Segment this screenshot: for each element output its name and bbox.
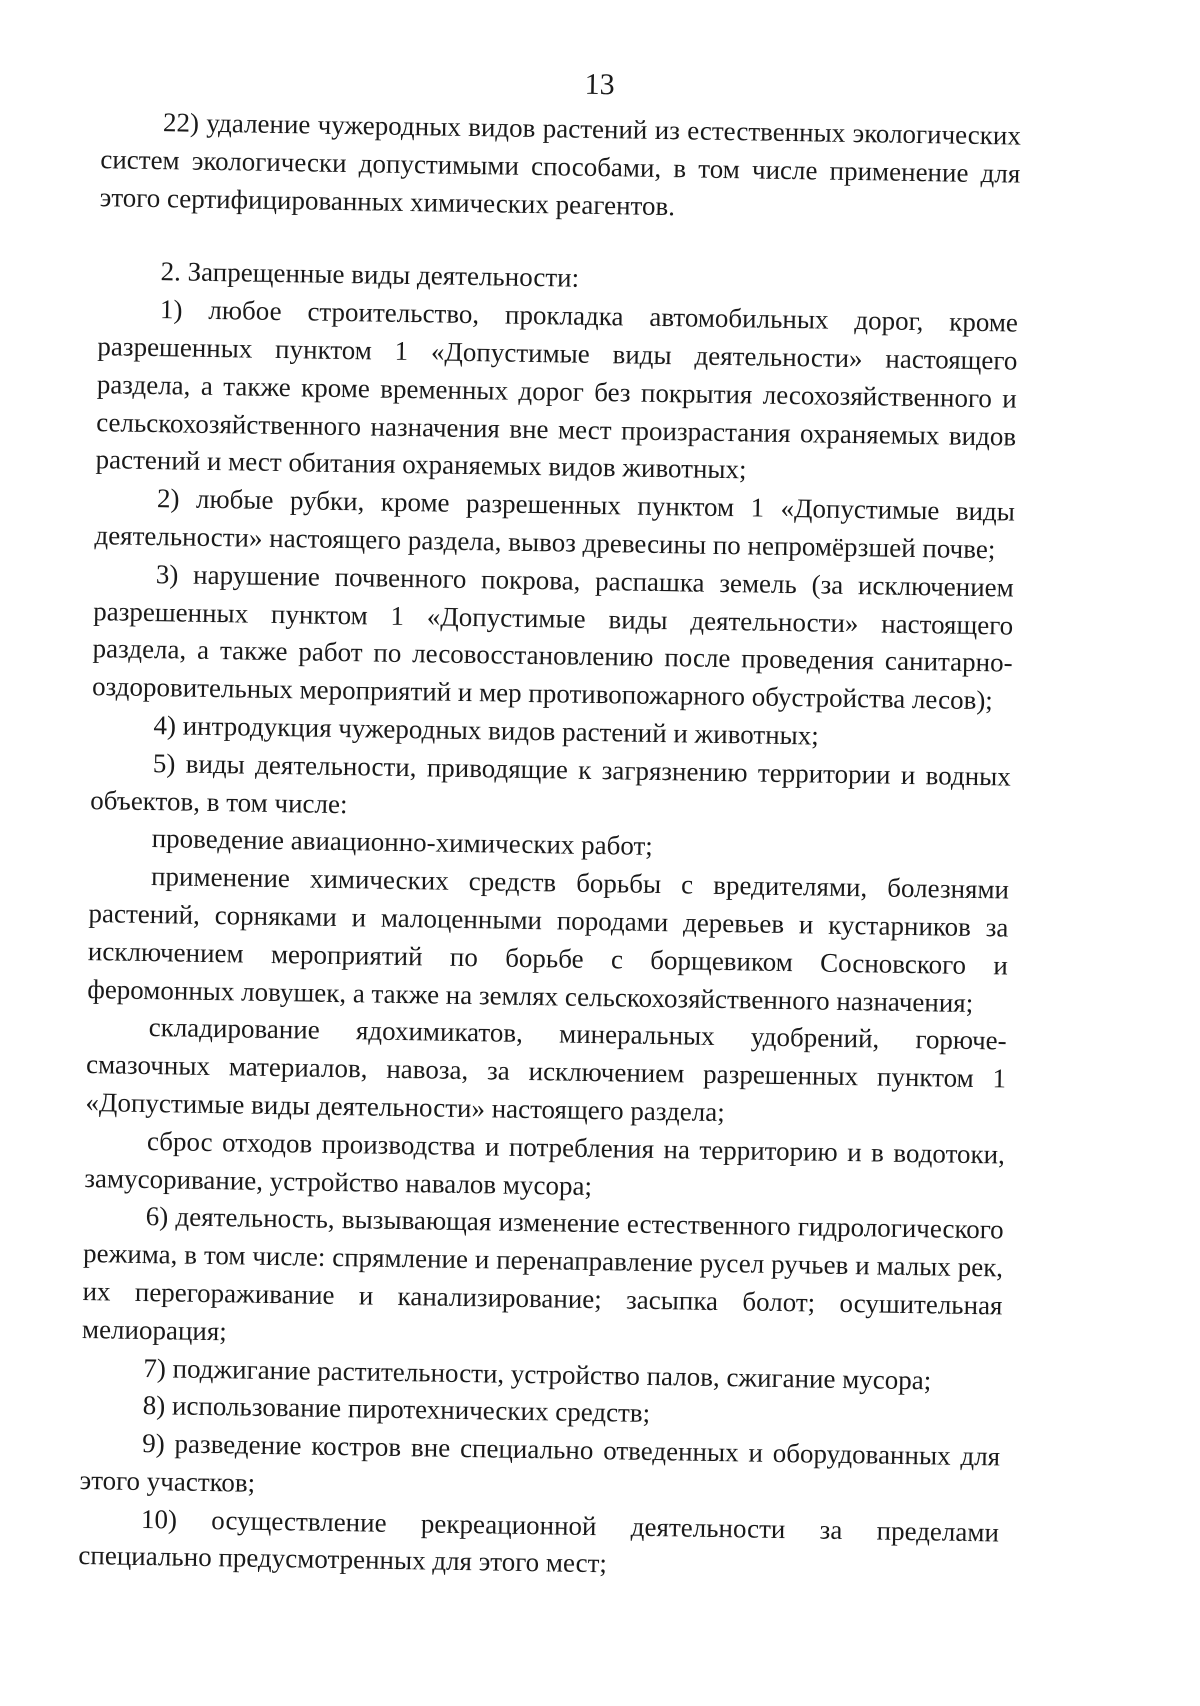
paragraph-item-8: 8) использование пиротехнических средств; [142, 1390, 651, 1429]
paragraph-item-2: 2) любые рубки, кроме разрешенных пунктом 1 «Допустимые виды деятельности» настоящего раздела, вывоз древесины по непромёрзшей почве; [94, 483, 1016, 565]
section-heading-prohibited: 2. Запрещенные виды деятельности: [160, 256, 580, 294]
document-body [78, 103, 1021, 1590]
paragraph-item-6: 6) деятельность, вызывающая изменение естественного гидрологического режима, в том числе: спрямление и перенаправление русел ручьев и малых рек, их перегораживание и канализирование; засыпка болот; осушительная мелиорация; [81, 1201, 1004, 1346]
paragraph-item-7: 7) поджигание растительности, устройство палов, сжигание мусора; [143, 1352, 932, 1395]
paragraph-item-1: 1) любое строительство, прокладка автомобильных дорог, кроме разрешенных пунктом 1 «Допустимые виды деятельности» настоящего раздела, а также кроме временных дорог без покрытия лесохозяйственного и сельскохозяйственного назначения вне мест произрастания охраняемых видов растений и мест обитания охраняемых видов животных; [95, 294, 1019, 485]
paragraph-subitem-aviation: проведение авиационно-химических работ; [151, 823, 654, 862]
paragraph-item-10: 10) осуществление рекреационной деятельности за пределами специально предусмотренных для этого мест; [78, 1503, 1000, 1579]
paragraph-item-4: 4) интродукция чужеродных видов растений и животных; [153, 710, 820, 751]
paragraph-item-9: 9) разведение костров вне специально отведенных и оборудованных для этого участков; [79, 1428, 1001, 1498]
paragraph-subitem-waste: сброс отходов производства и потребления на территорию и в водотоки, замусоривание, устройство навалов мусора; [84, 1125, 1006, 1201]
paragraph-subitem-chemicals: применение химических средств борьбы с вредителями, болезнями растений, сорняками и малоценными породами деревьев и кустарников за исключением мероприятий по борьбе с борщевиком Сосновского и феромонных ловушек, а также на землях сельскохозяйственного назначения; [87, 861, 1010, 1018]
page-number: 13 [584, 67, 615, 102]
paragraph-item-5: 5) виды деятельности, приводящие к загрязнению территории и водных объектов, в том числе: [90, 747, 1012, 819]
paragraph-item-22: 22) удаление чужеродных видов растений из естественных экологических систем экологически допустимыми способами, в том числе применение для этого сертифицированных химических реагентов. [99, 107, 1022, 221]
paragraph-item-3: 3) нарушение почвенного покрова, распашка земель (за исключением разрешенных пунктом 1 «Допустимые виды деятельности» настоящего раздела, а также работ по лесовосстановлению после проведения санитарно-оздоровительных мероприятий и мер противопожарного обустройства лесов); [91, 558, 1015, 716]
paragraph-subitem-storage: складирование ядохимикатов, минеральных удобрений, горюче-смазочных материалов, навоза, за исключением разрешенных пунктом 1 «Допустимые виды деятельности» настоящего раздела; [85, 1012, 1007, 1128]
